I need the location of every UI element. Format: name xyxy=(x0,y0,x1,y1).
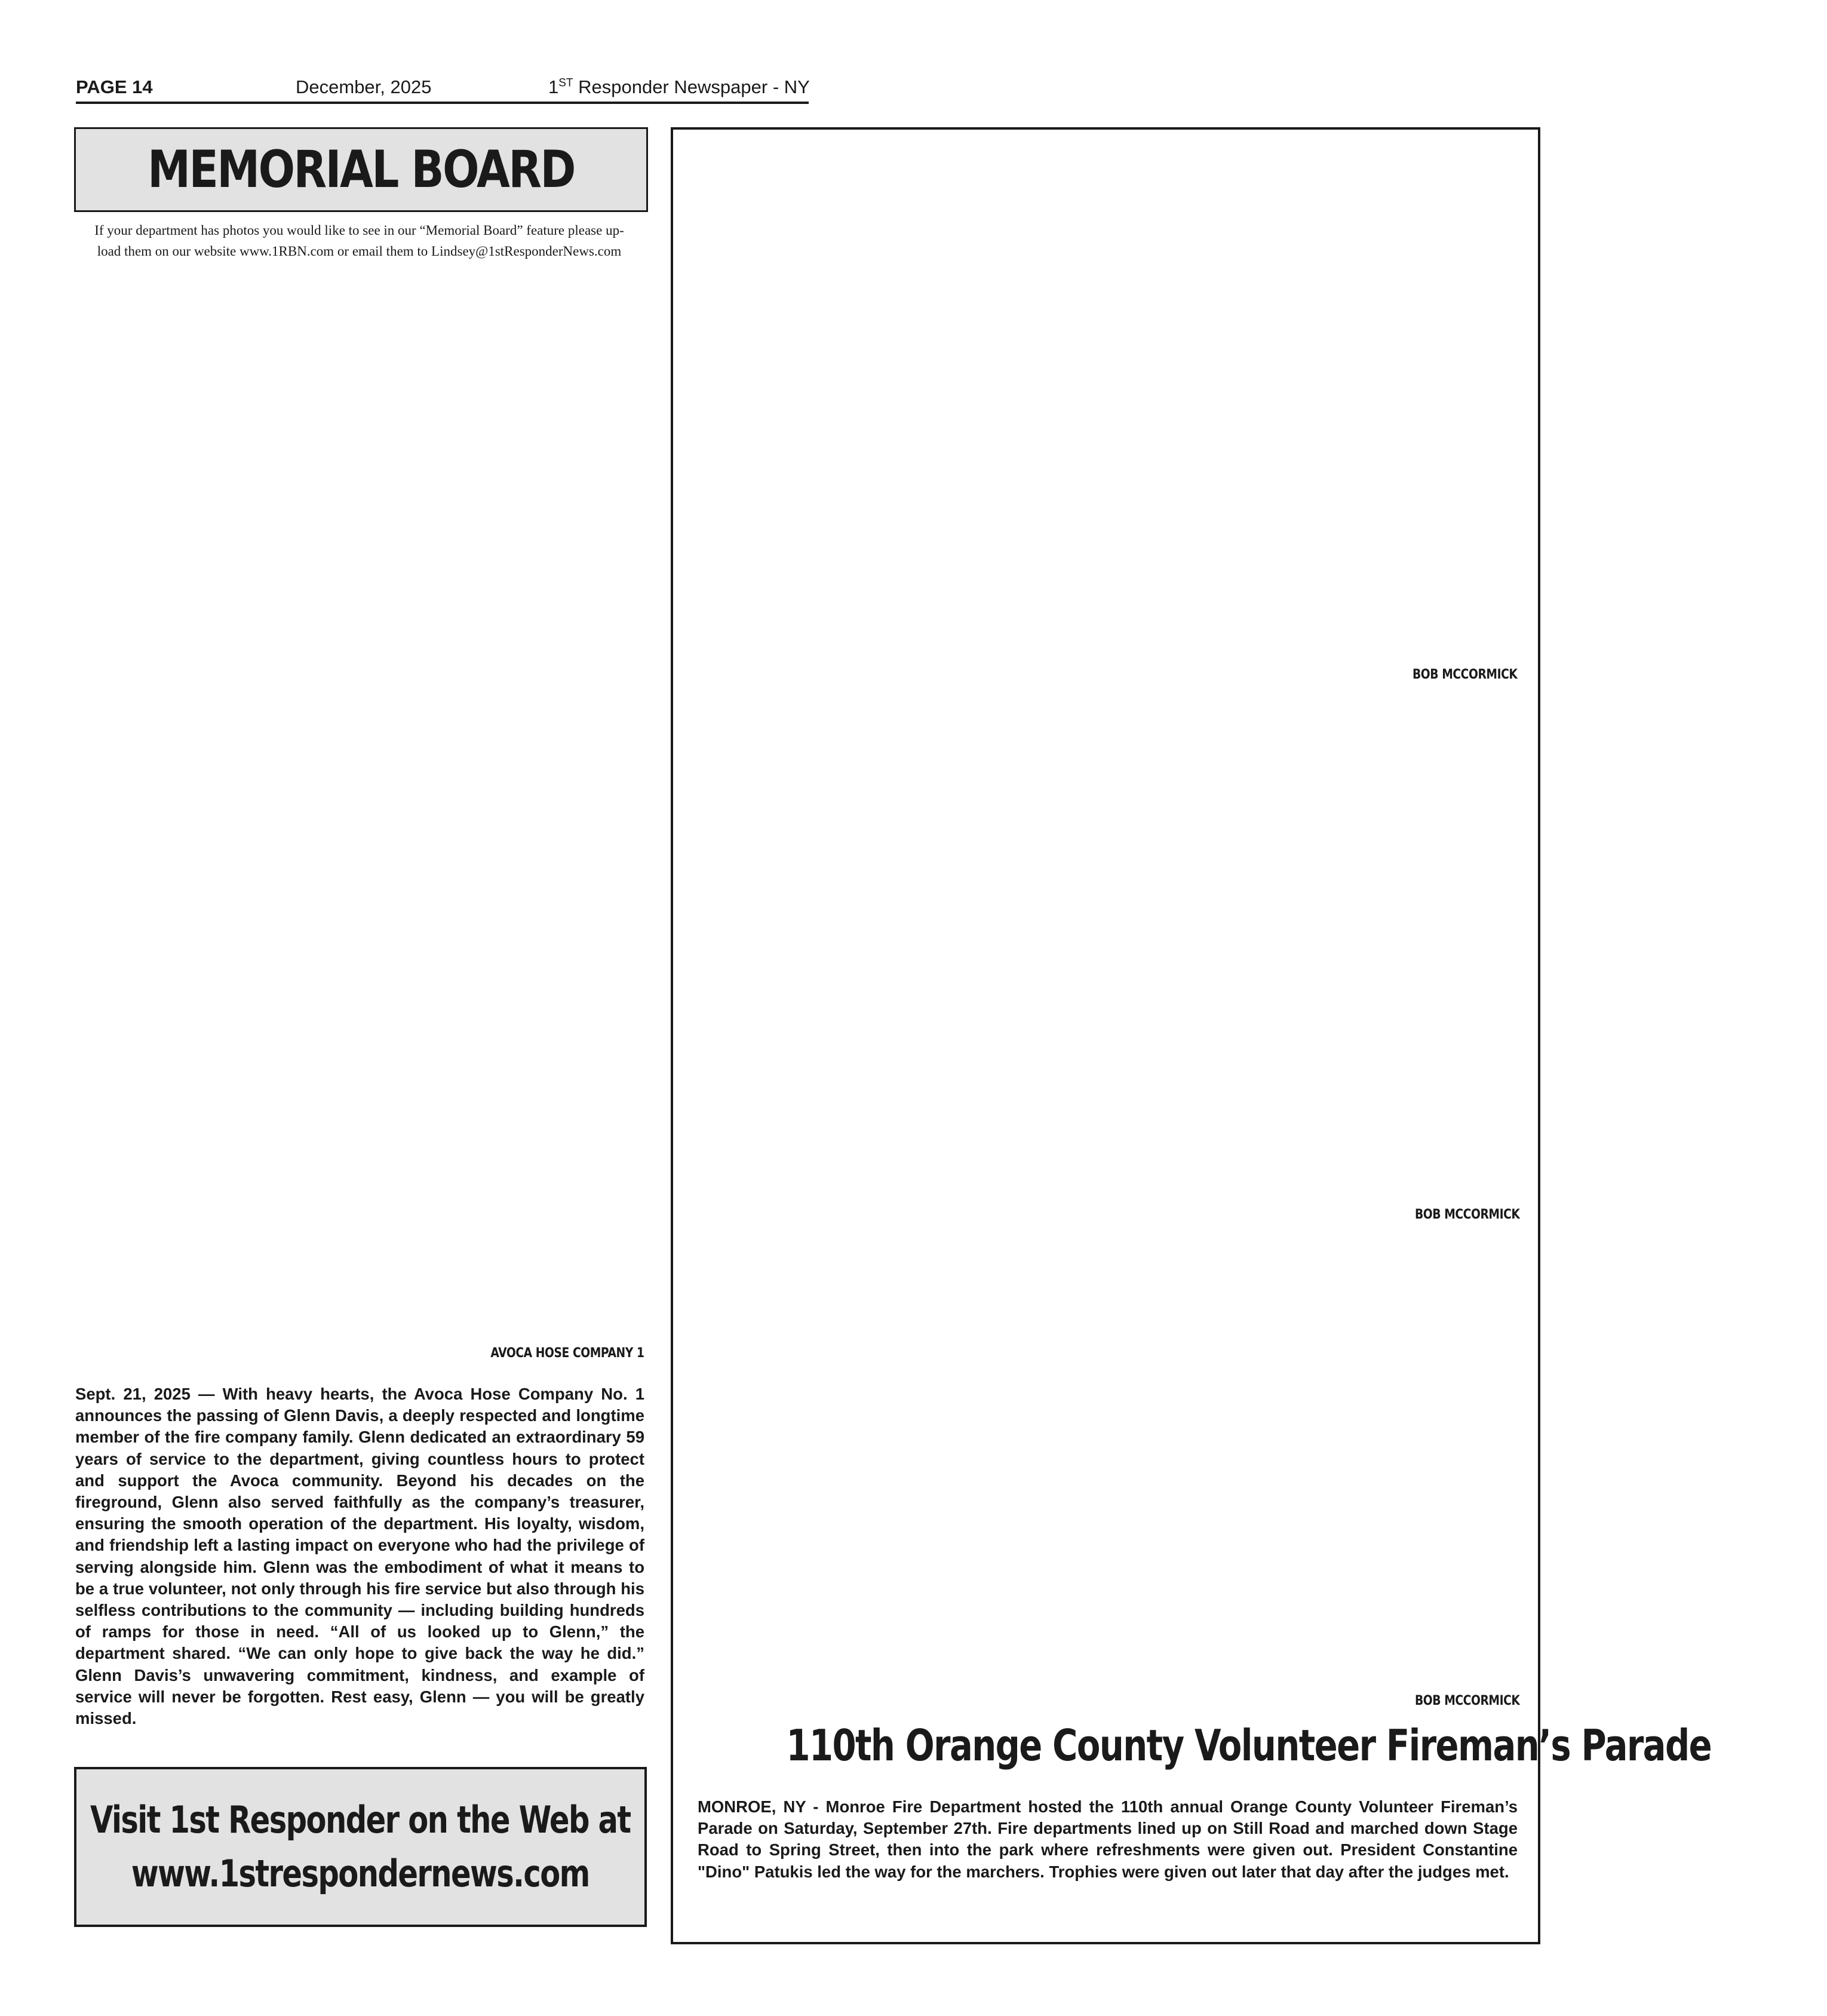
page-number: PAGE 14 xyxy=(76,76,153,97)
issue-date: December, 2025 xyxy=(296,76,432,97)
memorial-intro-line-1: If your department has photos you would like to see in our “Memorial Board” feature please up- xyxy=(94,223,624,238)
parade-photo-2 xyxy=(687,693,1523,1201)
parade-photo-credit-3: BOB MCCORMICK xyxy=(1414,1693,1519,1708)
web-promo-box xyxy=(74,1767,647,1927)
web-promo-url: www.1strespondernews.com xyxy=(131,1852,589,1895)
parade-photo-credit-1: BOB MCCORMICK xyxy=(1412,667,1517,682)
memorial-photo xyxy=(74,269,644,1338)
parade-headline-text: 110th Orange County Volunteer Fireman’s Parade xyxy=(786,1720,1712,1770)
parade-photo-1 xyxy=(687,143,1523,663)
memorial-board-intro xyxy=(74,220,644,262)
parade-article-body: MONROE, NY - Monroe Fire Department hosted the 110th annual Orange County Volunteer Fireman’s Parade on Saturday, September 27th. Fire departments lined up on Still Road and marched down Stage Road to Spring Street, then into the park where refreshments were given out. President Constantine "Dino" Patukis led the way for the marchers. Trophies were given out later that day after the judges met. xyxy=(698,1797,1518,1881)
publication-superscript: ST xyxy=(558,76,573,90)
memorial-board-title: MEMORIAL BOARD xyxy=(148,140,575,200)
memorial-photo-credit: AVOCA HOSE COMPANY 1 xyxy=(490,1346,644,1361)
header-rule xyxy=(76,102,809,104)
publication-suffix: Responder Newspaper - NY xyxy=(573,76,810,97)
parade-photo-credit-2: BOB MCCORMICK xyxy=(1414,1207,1519,1222)
web-promo-text: Visit 1st Responder on the Web at xyxy=(90,1798,631,1842)
publication-name xyxy=(548,76,810,98)
publication-prefix: 1 xyxy=(548,76,559,97)
obituary-article-body: Sept. 21, 2025 — With heavy hearts, the Avoca Hose Company No. 1 announces the passing of Glenn Davis, a deeply respected and longtime member of the fire company family. Glenn dedicated an extraordinary 59 years of service to the department, giving countless hours to protect and support the Avoca community. Beyond his decades on the fireground, Glenn also served faithfully as the company’s treasurer, ensuring the smooth operation of the department. His loyalty, wisdom, and friendship left a lasting impact on everyone who had the privilege of serving alongside him. Glenn was the embodiment of what it means to be a true volunteer, not only through his fire service but also through his selfless contributions to the community — including building hundreds of ramps for those in need. “All of us looked up to Glenn,” the department shared. “We can only hope to give back the way he did.” Glenn Davis’s unwavering commitment, kindness, and example of service will never be forgotten. Rest easy, Glenn — you will be greatly missed. xyxy=(75,1385,644,1728)
memorial-board-banner xyxy=(74,127,648,212)
parade-headline xyxy=(671,1720,1712,1770)
memorial-intro-line-2: load them on our website www.1RBN.com or email them to Lindsey@1stResponderNews.com xyxy=(97,244,622,259)
parade-photo-3 xyxy=(687,1231,1523,1690)
